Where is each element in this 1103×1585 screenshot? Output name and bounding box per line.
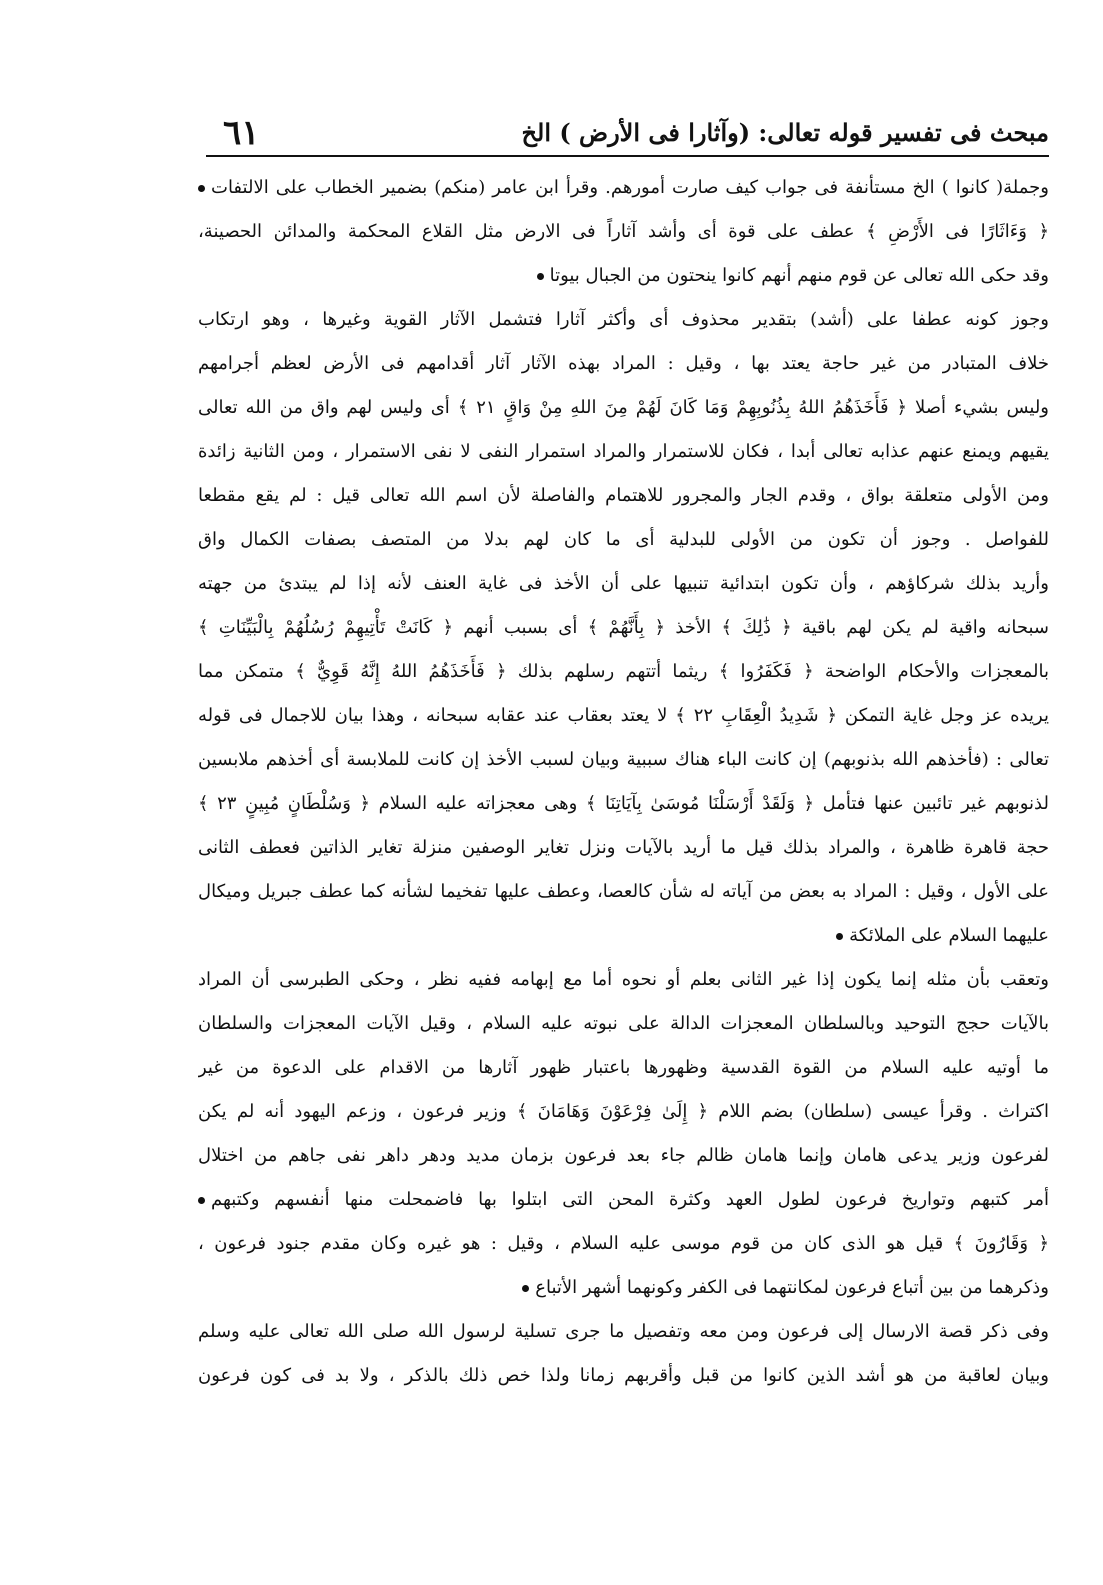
text-line-content: بالمعجزات والأحكام الواضحة ﴿ فَكَفَرُوا ﴾ ريثما أتتهم رسلهم بذلك ﴿ فَأَخَذَهُمُ اللهُ إِنَّهُ قَوِيٌّ ﴾ متمكن مما xyxy=(198,661,1049,682)
text-line-content: وقد حكى الله تعالى عن قوم منهم أنهم كانوا ينحتون من الجبال بيوتا xyxy=(549,265,1049,286)
text-line-content: اكتراث . وقرأ عيسى (سلطان) بضم اللام ﴿ إِلَىٰ فِرْعَوْنَ وَهَامَانَ ﴾ وزير فرعون ، وزعم اليهود أنه لم يكن xyxy=(198,1101,1049,1122)
paragraph-end-mark xyxy=(198,185,205,192)
text-line-content: بالآيات حجج التوحيد وبالسلطان المعجزات الدالة على نبوته عليه السلام ، وقيل الآيات المعجزات والسلطان xyxy=(198,1013,1049,1034)
text-line xyxy=(198,958,1049,1002)
text-line xyxy=(198,694,1049,738)
text-line xyxy=(198,606,1049,650)
text-line-content: ما أوتيه عليه السلام من القوة القدسية وظهورها باعتبار ظهور آثارها من الاقدام على الدعوة من غير xyxy=(198,1057,1049,1078)
text-line xyxy=(198,166,1049,210)
paragraph-end-mark xyxy=(198,1197,205,1204)
text-line xyxy=(198,1310,1049,1354)
text-line xyxy=(198,1222,1049,1266)
text-line xyxy=(198,562,1049,606)
text-line-content: تعالى : (فأخذهم الله بذنوبهم) إن كانت الباء هناك سببية وبيان لسبب الأخذ إن كانت للملابسة أى أخذهم ملابسين xyxy=(198,749,1049,770)
text-line-content: على الأول ، وقيل : المراد به بعض من آياته له شأن كالعصا، وعطف عليها تفخيما لشأنه كما عطف جبريل وميكال xyxy=(198,881,1049,902)
text-line-content: وأريد بذلك شركاؤهم ، وأن تكون ابتدائية تنبيها على أن الأخذ فى غاية العنف لأنه إذا لم يبتدئ من جهته xyxy=(198,573,1049,594)
text-line xyxy=(198,1090,1049,1134)
text-line-content: وفى ذكر قصة الارسال إلى فرعون ومن معه وتفصيل ما جرى تسلية لرسول الله صلى الله تعالى عليه وسلم xyxy=(198,1321,1049,1342)
text-line-content: ﴿ وَءَاثَارًا فى الأَرْضِ ﴾ عطف على قوة أى وأشد آثاراً فى الارض مثل القلاع المحكمة والمدائن الحصينة، xyxy=(198,221,1049,242)
text-line xyxy=(198,650,1049,694)
text-line xyxy=(198,914,1049,958)
text-line xyxy=(198,782,1049,826)
text-line-content: لذنوبهم غير تائبين عنها فتأمل ﴿ وَلَقَدْ أَرْسَلْنَا مُوسَىٰ بِآيَاتِنَا ﴾ وهى معجزاته عليه السلام ﴿ وَسُلْطَانٍ مُبِينٍ ٢٣ ﴾ xyxy=(198,793,1049,814)
text-line xyxy=(198,1046,1049,1090)
text-line-content: وذكرهما من بين أتباع فرعون لمكانتهما فى الكفر وكونهما أشهر الأتباع xyxy=(535,1277,1049,1298)
text-line-content: لفرعون وزير يدعى هامان وإنما هامان ظالم جاء بعد فرعون بزمان مديد ودهر داهر نفى جاهم من اختلال xyxy=(198,1145,1049,1166)
text-line xyxy=(198,1266,1049,1310)
text-line xyxy=(198,1134,1049,1178)
text-line-content: سبحانه واقية لم يكن لهم باقية ﴿ ذَٰلِكَ ﴾ الأخذ ﴿ بِأَنَّهُمْ ﴾ أى بسبب أنهم ﴿ كَانَتْ تَأْتِيهِمْ رُسُلُهُمْ بِالْبَيِّنَاتِ ﴾ xyxy=(198,617,1049,638)
text-line-content: يريده عز وجل غاية التمكن ﴿ شَدِيدُ الْعِقَابِ ٢٢ ﴾ لا يعتد بعقاب عند عقابه سبحانه ، وهذا بيان للاجمال فى قوله xyxy=(198,705,1049,726)
text-line-content: وليس بشيء أصلا ﴿ فَأَخَذَهُمُ اللهُ بِذُنُوبِهِمْ وَمَا كَانَ لَهُمْ مِنَ اللهِ مِنْ وَاقٍ ٢١ ﴾ أى وليس لهم واق من الله تعالى xyxy=(198,397,1049,418)
text-line xyxy=(198,826,1049,870)
text-line xyxy=(198,298,1049,342)
paragraph-end-mark xyxy=(522,1285,529,1292)
text-line xyxy=(198,474,1049,518)
text-line-content: ﴿ وَقَارُونَ ﴾ قيل هو الذى كان من قوم موسى عليه السلام ، وقيل : هو غيره وكان مقدم جنود فرعون ، xyxy=(198,1233,1049,1254)
text-line-content: وتعقب بأن مثله إنما يكون إذا غير الثانى بعلم أو نحوه أما مع إبهامه ففيه نظر ، وحكى الطبرسى أن المراد xyxy=(198,969,1049,990)
page-number: ٦١ xyxy=(223,113,260,153)
text-line-content: أمر كتبهم وتواريخ فرعون لطول العهد وكثرة المحن التى ابتلوا بها فاضمحلت منها أنفسهم وكتبهم xyxy=(211,1189,1049,1210)
page-header xyxy=(195,112,1049,154)
text-line xyxy=(198,1178,1049,1222)
text-line xyxy=(198,1002,1049,1046)
text-line-content: يقيهم ويمنع عنهم عذابه تعالى أبدا ، فكان للاستمرار والمراد استمرار النفى لا نفى الاستمرار ، ومن الثانية زائدة xyxy=(198,441,1049,462)
text-line xyxy=(198,738,1049,782)
text-line xyxy=(198,430,1049,474)
header-rule xyxy=(206,155,1049,157)
running-title: مبحث فى تفسير قوله تعالى: (وآثارا فى الأرض ) الخ xyxy=(521,118,1049,147)
text-line xyxy=(198,518,1049,562)
text-line xyxy=(198,386,1049,430)
text-line-content: وجملة( كانوا ) الخ مستأنفة فى جواب كيف صارت أمورهم. وقرأ ابن عامر (منكم) بضمير الخطاب على الالتفات xyxy=(211,177,1049,198)
paragraph-end-mark xyxy=(537,273,544,280)
text-line-content: وجوز كونه عطفا على (أشد) بتقدير محذوف أى وأكثر آثارا فتشمل الآثار القوية وغيرها ، وهو ارتكاب xyxy=(198,309,1049,330)
text-line-content: حجة قاهرة ظاهرة ، والمراد بذلك قيل ما أريد بالآيات ونزل تغاير الوصفين منزلة تغاير الذاتين فعطف الثانى xyxy=(198,837,1049,858)
text-line-content: ومن الأولى متعلقة بواق ، وقدم الجار والمجرور للاهتمام والفاصلة لأن اسم الله تعالى قيل : لم يقع مقطعا xyxy=(198,485,1049,506)
text-line xyxy=(198,870,1049,914)
paragraph-end-mark xyxy=(836,933,843,940)
text-line-content: عليهما السلام على الملائكة xyxy=(849,925,1049,946)
text-line xyxy=(198,210,1049,254)
text-line-content: وبيان لعاقبة من هو أشد الذين كانوا من قبل وأقربهم زمانا ولذا خص ذلك بالذكر ، ولا بد فى كون فرعون xyxy=(198,1365,1049,1386)
text-line xyxy=(198,342,1049,386)
text-line-content: خلاف المتبادر من غير حاجة يعتد بها ، وقيل : المراد بهذه الآثار آثار أقدامهم فى الأرض لعظم أجرامهم xyxy=(198,353,1049,374)
text-line xyxy=(198,1354,1049,1398)
text-line xyxy=(198,254,1049,298)
body-text xyxy=(198,166,1049,1398)
text-line-content: للفواصل . وجوز أن تكون من الأولى للبدلية أى ما كان لهم بدلا من المتصف بصفات الكمال واق xyxy=(198,529,1049,550)
